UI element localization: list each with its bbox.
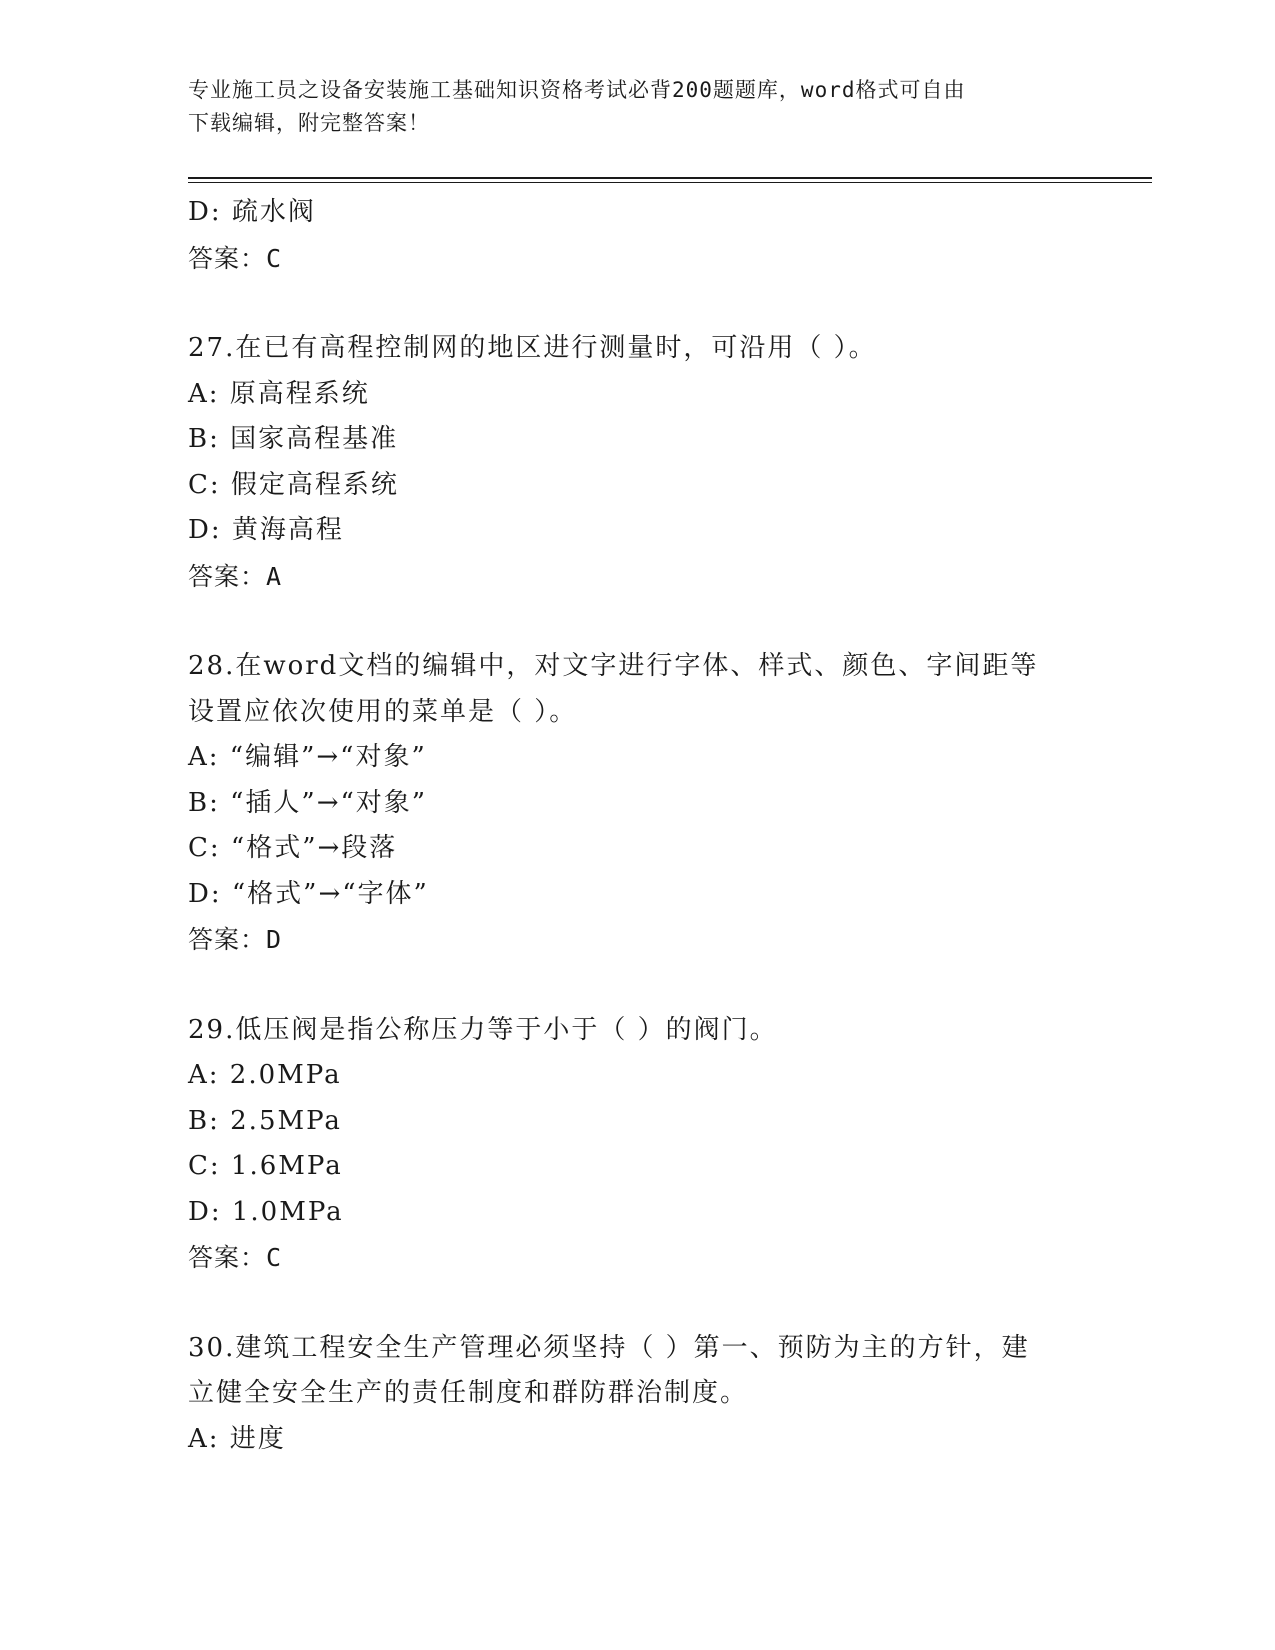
option-b: B: 国家高程基准 xyxy=(188,424,399,454)
answer-line: 答案：C xyxy=(188,1243,283,1272)
option-b: B: “插人”→“对象” xyxy=(188,787,428,818)
question-text-continued: 立健全安全生产的责任制度和群防群治制度。 xyxy=(188,1378,749,1408)
header-line-2: 下载编辑，附完整答案！ xyxy=(188,111,430,135)
option-d: D: 黄海高程 xyxy=(188,515,344,545)
option-a: A: “编辑”→“对象” xyxy=(188,742,427,772)
answer-line: 答案：C xyxy=(188,243,283,273)
question-text: 30.建筑工程安全生产管理必须坚持（ ）第一、预防为主的方针，建 xyxy=(188,1332,1030,1363)
option-d: D: 1.0MPa xyxy=(188,1196,344,1227)
question-block-30 xyxy=(188,1326,1088,1463)
question-block-29 xyxy=(188,1008,1088,1281)
option-c: C: 1.6MPa xyxy=(188,1151,343,1181)
question-text: 28.在word文档的编辑中，对文字进行字体、样式、颜色、字间距等 xyxy=(188,651,1039,681)
question-text: 29.低压阀是指公称压力等于小于（ ）的阀门。 xyxy=(188,1014,778,1045)
option-c: C: “格式”→段落 xyxy=(188,833,398,863)
header-line-1: 专业施工员之设备安装施工基础知识资格考试必背200题题库，word格式可自由 xyxy=(188,78,966,102)
option-a: A: 2.0MPa xyxy=(188,1060,342,1090)
document-header xyxy=(188,74,1068,140)
answer-line: 答案：D xyxy=(188,925,283,954)
question-text: 27.在已有高程控制网的地区进行测量时，可沿用（ ）。 xyxy=(188,333,877,363)
question-list xyxy=(188,190,1088,1462)
option-b: B: 2.5MPa xyxy=(188,1105,342,1136)
option-a: A: 进度 xyxy=(188,1423,286,1454)
header-divider xyxy=(188,177,1152,179)
option-d: D: “格式”→“字体” xyxy=(188,878,429,909)
header-divider-thin xyxy=(188,182,1152,183)
answer-line: 答案：A xyxy=(188,561,283,591)
option-a: A: 原高程系统 xyxy=(188,378,370,409)
option-c: C: 假定高程系统 xyxy=(188,469,399,500)
option-d: D: 疏水阀 xyxy=(188,197,316,227)
question-text-continued: 设置应依次使用的菜单是（ ）。 xyxy=(188,696,578,727)
question-block-26 xyxy=(188,190,1088,281)
question-block-27 xyxy=(188,326,1088,599)
question-block-28 xyxy=(188,644,1088,963)
